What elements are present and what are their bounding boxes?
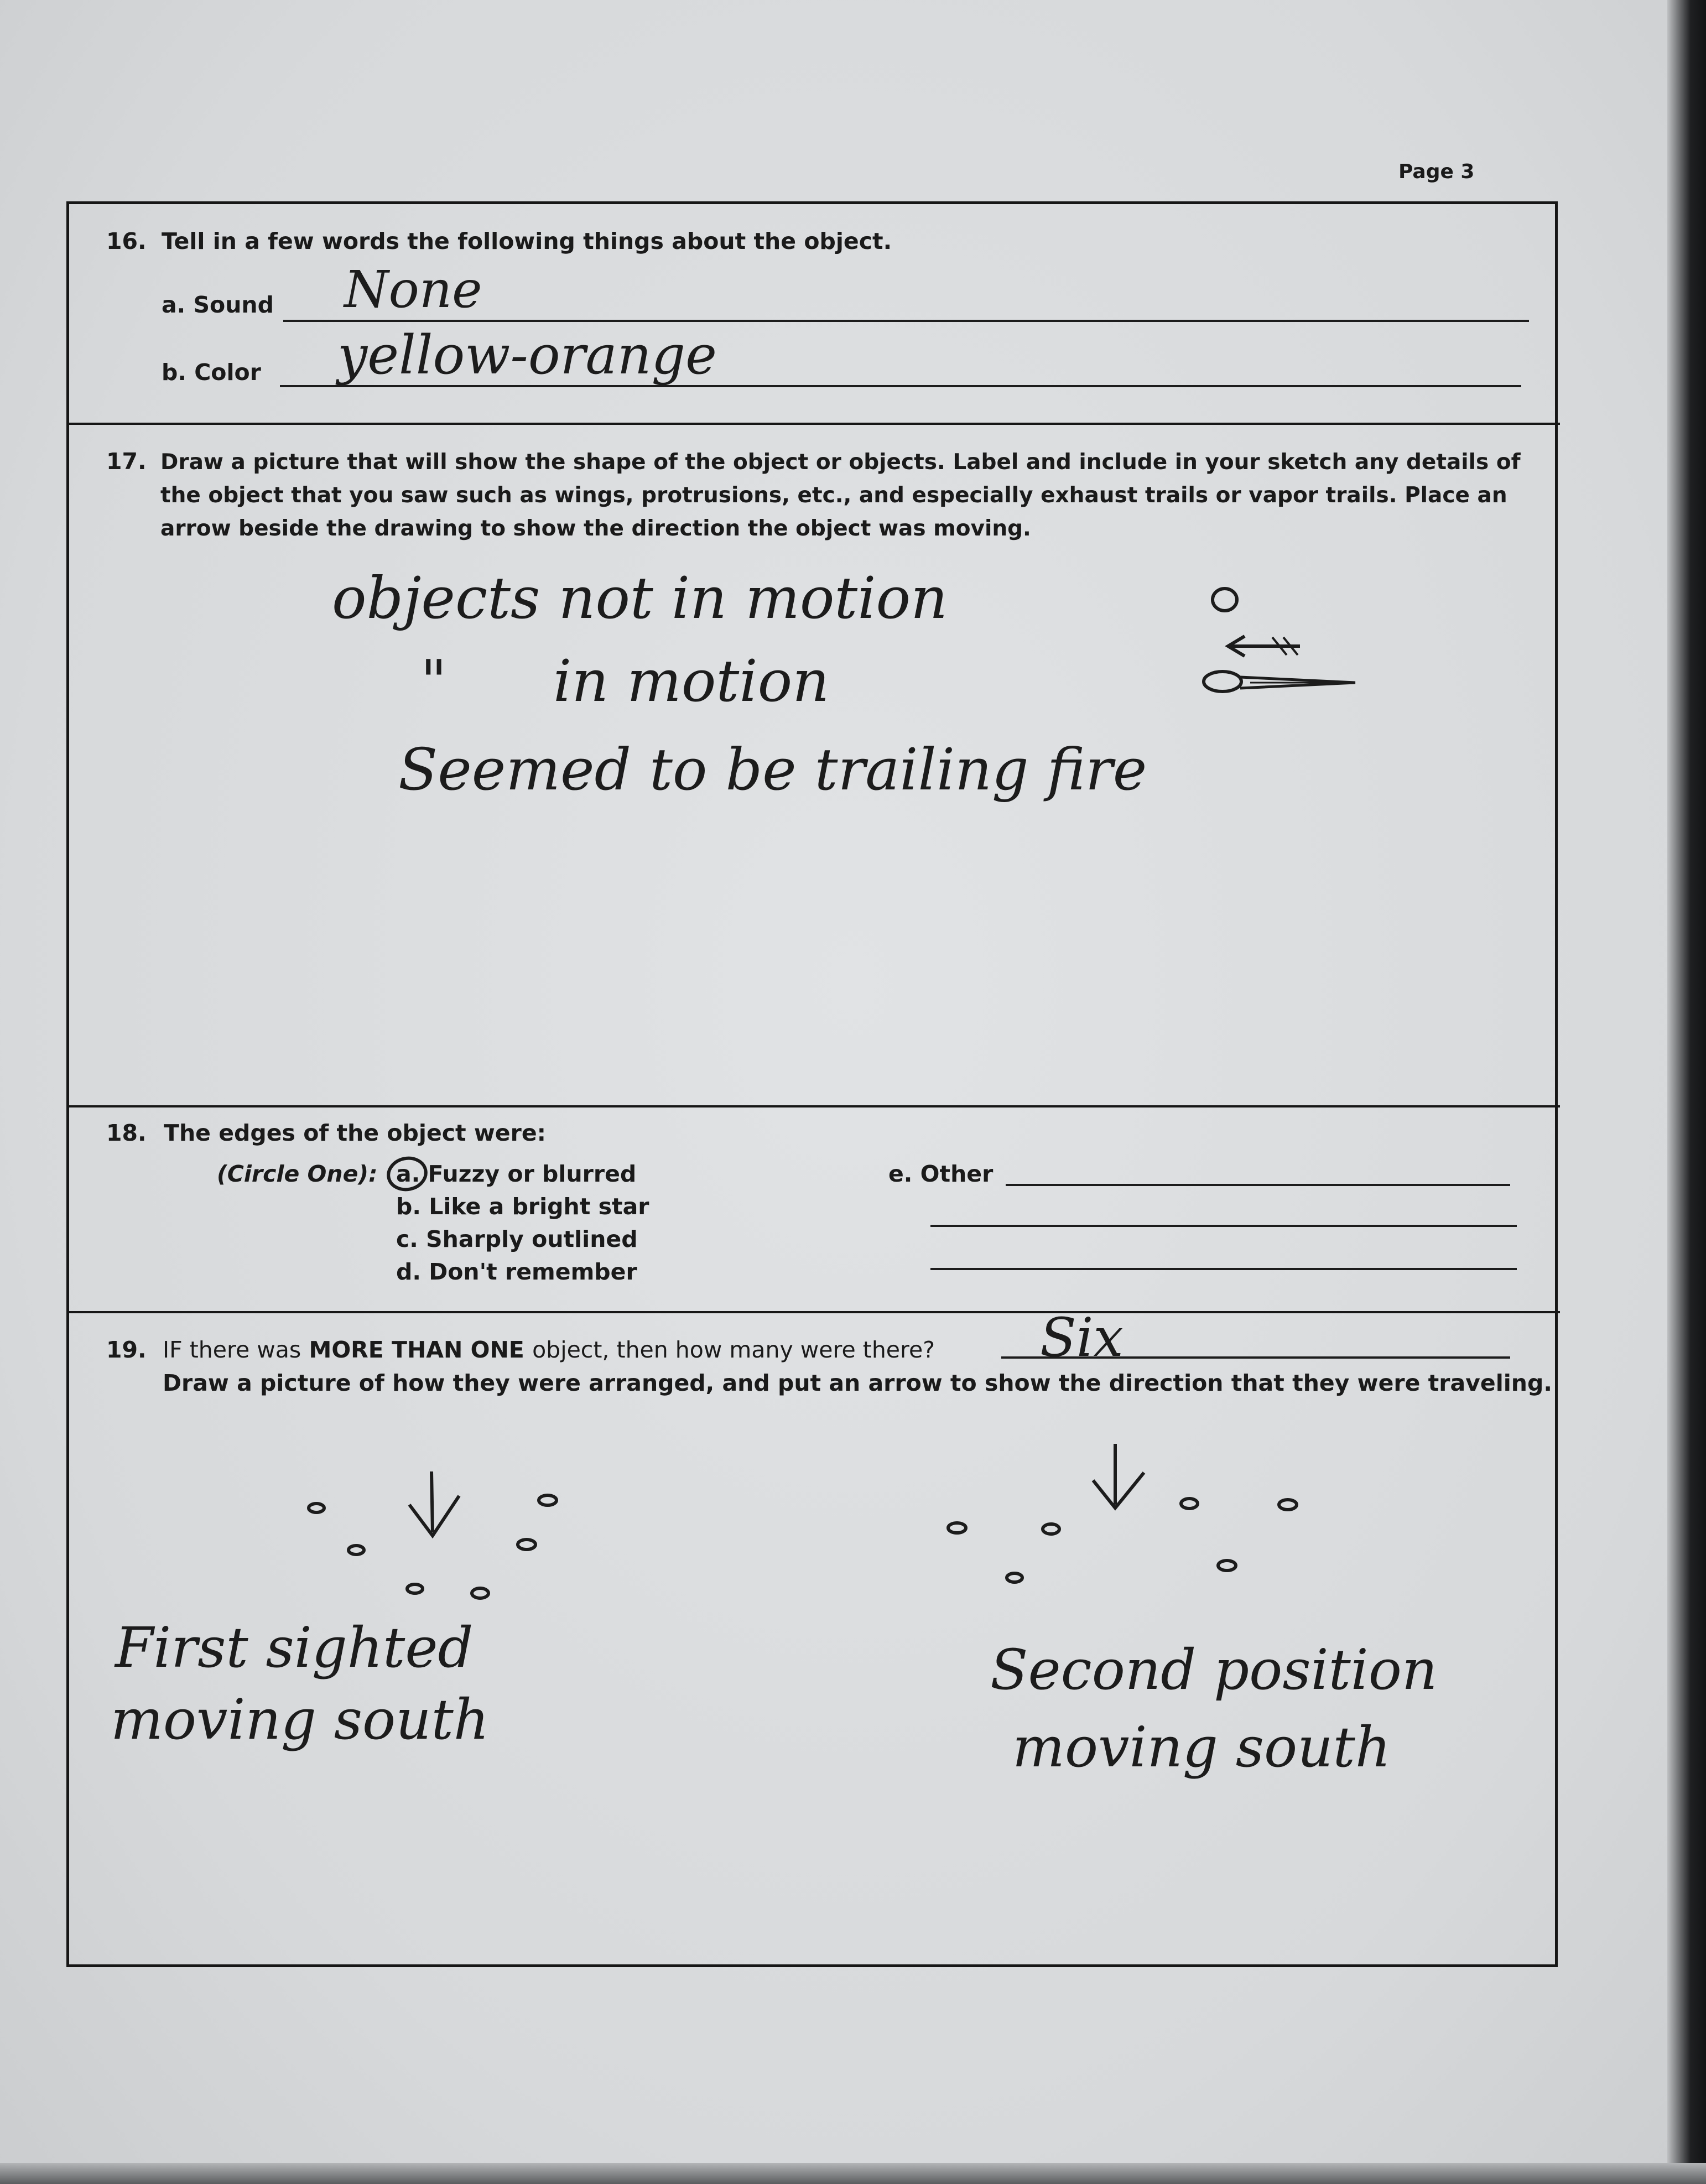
q16-sound-answer: None — [344, 260, 482, 319]
q17-number: 17. — [106, 448, 147, 475]
q17-sketch-line3: Seemed to be trailing fire — [398, 736, 1147, 803]
q17-object-sketch — [1189, 575, 1388, 708]
q18-prompt: The edges of the object were: — [164, 1120, 547, 1146]
object-dot-icon — [1279, 1500, 1297, 1510]
q18-other-line-3 — [930, 1268, 1517, 1270]
right-caption-line1: Second position — [990, 1637, 1438, 1702]
object-dot-icon — [518, 1540, 535, 1549]
q19-prompt-prefix: IF there was — [163, 1337, 301, 1363]
selected-option-circle-icon — [384, 1154, 434, 1196]
q18-option-b: b. Like a bright star — [396, 1193, 649, 1220]
q19-count-answer: Six — [1040, 1307, 1124, 1369]
q18-other-line-2 — [930, 1225, 1517, 1227]
section-divider-16-17 — [66, 423, 1560, 425]
q18-circle-instruction: (Circle One): — [217, 1161, 378, 1187]
q16-prompt: Tell in a few words the following things about the object. — [162, 228, 892, 254]
section-divider-17-18 — [66, 1105, 1560, 1107]
stationary-object-icon — [1213, 589, 1237, 611]
q17-sketch-ditto: " — [420, 647, 447, 715]
object-dot-icon — [1181, 1499, 1198, 1509]
object-dot-icon — [1218, 1561, 1236, 1571]
left-caption-line2: moving south — [111, 1687, 490, 1752]
q18-option-a: a. Fuzzy or blurred — [396, 1161, 637, 1187]
q19-prompt-suffix: object, then how many were there? — [532, 1337, 935, 1363]
q17-sketch-line1: objects not in motion — [332, 564, 948, 632]
q16-color-label: b. Color — [162, 359, 261, 386]
q19-prompt-line1 — [163, 1337, 935, 1363]
q18-option-d: d. Don't remember — [396, 1259, 637, 1285]
object-dot-icon — [539, 1495, 556, 1505]
left-caption-line1: First sighted — [115, 1615, 474, 1680]
fire-trail-object-icon — [1204, 672, 1355, 691]
scan-edge-bottom — [0, 2163, 1706, 2184]
object-dot-icon — [349, 1546, 364, 1554]
q19-number: 19. — [106, 1337, 147, 1363]
object-dot-icon — [1007, 1573, 1022, 1582]
q18-number: 18. — [106, 1120, 147, 1146]
q18-other-line-1 — [1006, 1184, 1510, 1186]
right-caption-line2: moving south — [1012, 1715, 1391, 1780]
q19-prompt-line2: Draw a picture of how they were arranged, and put an arrow to show the direction that they were traveling. — [163, 1370, 1552, 1396]
q17-prompt: Draw a picture that will show the shape of the object or objects. Label and include in your sketch any details of the object that you saw such as wings, protrusions, etc., and especially exhaust trails or vapor trails. Place an arrow beside the drawing to show the direction the object was moving. — [160, 450, 1521, 541]
q17-sketch-line2: in motion — [553, 647, 830, 715]
q18-other-label: e. Other — [888, 1161, 994, 1187]
second-formation-sketch — [935, 1433, 1322, 1599]
q16-color-answer: yellow-orange — [337, 324, 717, 386]
object-dot-icon — [309, 1504, 324, 1512]
first-formation-sketch — [288, 1460, 597, 1615]
section-divider-18-19 — [66, 1311, 1560, 1313]
object-dot-icon — [948, 1523, 966, 1533]
q18-option-c: c. Sharply outlined — [396, 1226, 638, 1252]
south-arrow-icon — [409, 1471, 459, 1536]
page-number: Page 3 — [1398, 160, 1475, 183]
q16-sound-line — [283, 320, 1529, 322]
object-dot-icon — [472, 1588, 488, 1598]
q19-prompt-emphasis: MORE THAN ONE — [309, 1337, 524, 1363]
q16-number: 16. — [106, 228, 147, 254]
object-dot-icon — [407, 1584, 423, 1593]
scan-edge-right — [1667, 0, 1706, 2184]
south-arrow-icon — [1093, 1444, 1144, 1508]
motion-arrow-icon — [1228, 636, 1300, 656]
object-dot-icon — [1043, 1524, 1059, 1534]
q16-sound-label: a. Sound — [162, 292, 274, 318]
